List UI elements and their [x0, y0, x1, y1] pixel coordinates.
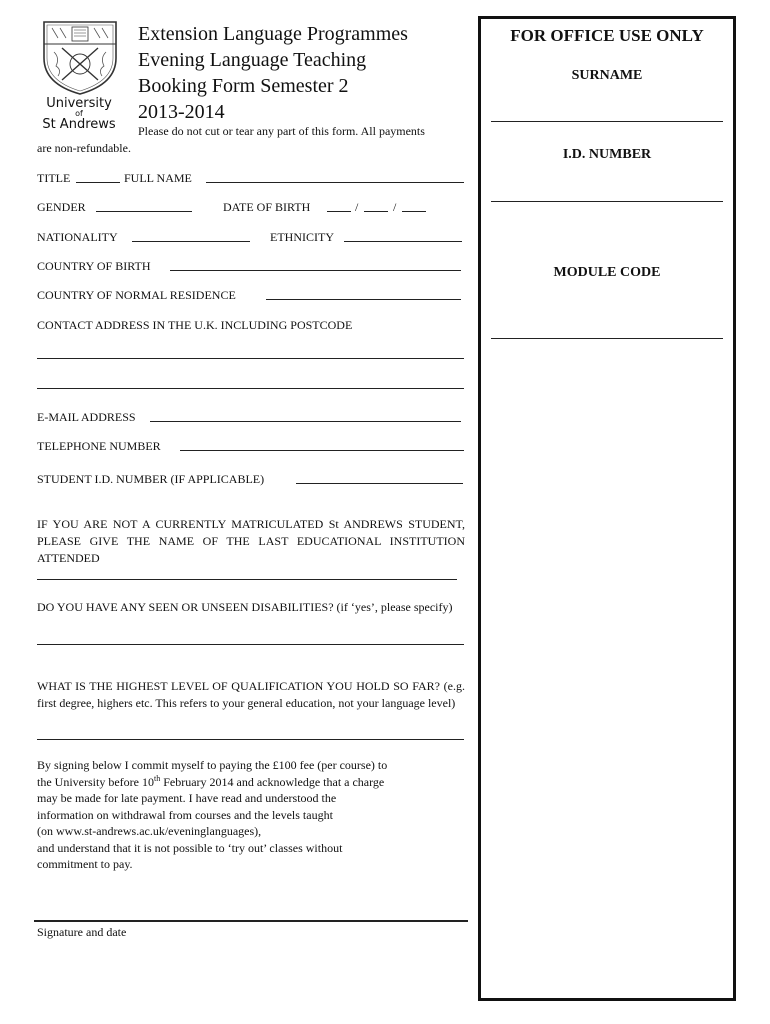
- country-of-residence-field[interactable]: [266, 299, 461, 300]
- title-line-1: Extension Language Programmes: [138, 23, 408, 45]
- country-of-residence-label: COUNTRY OF NORMAL RESIDENCE: [37, 288, 236, 302]
- student-id-field[interactable]: [296, 483, 463, 484]
- office-module-code-label: MODULE CODE: [553, 265, 661, 280]
- disabilities-field[interactable]: [37, 644, 464, 645]
- gender-field[interactable]: [96, 211, 192, 212]
- last-institution-field[interactable]: [37, 579, 457, 580]
- declaration-line-5: (on www.st-andrews.ac.uk/eveninglanguages),: [37, 824, 262, 838]
- dob-day-field[interactable]: [327, 211, 351, 212]
- gender-label: GENDER: [37, 200, 86, 214]
- student-id-label: STUDENT I.D. NUMBER (IF APPLICABLE): [37, 472, 265, 486]
- university-line1: University: [46, 96, 112, 111]
- form-title: [138, 21, 458, 125]
- qualification-question: WHAT IS THE HIGHEST LEVEL OF QUALIFICATION YOU HOLD SO FAR? (e.g. first degree, highers etc. This refers to your general education, not your language level): [37, 679, 465, 710]
- office-id-number-label: I.D. NUMBER: [562, 147, 652, 162]
- dob-year-field[interactable]: [402, 211, 426, 212]
- country-of-birth-field[interactable]: [170, 270, 461, 271]
- address-line-1[interactable]: [37, 358, 464, 359]
- full-name-field[interactable]: [206, 182, 464, 183]
- declaration-line-3: may be made for late payment. I have read and understood the: [37, 791, 337, 805]
- country-of-birth-label: COUNTRY OF BIRTH: [37, 259, 151, 273]
- contact-address-label: CONTACT ADDRESS IN THE U.K. INCLUDING POSTCODE: [37, 318, 353, 332]
- office-use-heading: FOR OFFICE USE ONLY: [510, 26, 704, 45]
- title-line-3: Booking Form Semester 2: [138, 75, 349, 97]
- nationality-label: NATIONALITY: [37, 230, 118, 244]
- declaration-line-1: By signing below I commit myself to paying the £100 fee (per course) to: [37, 758, 388, 772]
- ethnicity-field[interactable]: [344, 241, 462, 242]
- university-line2: St Andrews: [42, 117, 116, 132]
- telephone-label: TELEPHONE NUMBER: [37, 439, 161, 453]
- notice-text: Please do not cut or tear any part of this form. All payments are non-refundable.: [37, 124, 425, 155]
- university-crest-logo: [38, 18, 122, 96]
- dob-month-field[interactable]: [364, 211, 388, 212]
- signature-field[interactable]: [34, 920, 468, 922]
- title-field[interactable]: [76, 182, 120, 183]
- email-label: E-MAIL ADDRESS: [37, 410, 136, 424]
- declaration-line-4: information on withdrawal from courses and the levels taught: [37, 807, 333, 822]
- signature-label: Signature and date: [37, 925, 127, 939]
- declaration-line-2: the University before 10th February 2014 and acknowledge that a charge: [37, 773, 385, 789]
- declaration-text: [37, 757, 477, 873]
- dob-separator-2: /: [393, 200, 397, 214]
- address-line-2[interactable]: [37, 388, 464, 389]
- telephone-field[interactable]: [180, 450, 464, 451]
- disabilities-question: DO YOU HAVE ANY SEEN OR UNSEEN DISABILITIES? (if ‘yes’, please specify): [37, 600, 453, 614]
- university-of: of: [75, 109, 83, 118]
- title-line-4: 2013-2014: [138, 101, 225, 123]
- last-institution-question: IF YOU ARE NOT A CURRENTLY MATRICULATED St ANDREWS STUDENT, PLEASE GIVE THE NAME OF THE LAST EDUCATIONAL INSTITUTION ATTENDED: [37, 517, 465, 565]
- dob-separator-1: /: [355, 200, 359, 214]
- office-module-code-field[interactable]: [491, 338, 723, 339]
- date-of-birth-label: DATE OF BIRTH: [223, 200, 311, 214]
- office-surname-field[interactable]: [491, 121, 723, 122]
- office-surname-label: SURNAME: [571, 68, 643, 83]
- ethnicity-label: ETHNICITY: [270, 230, 334, 244]
- declaration-line-6: and understand that it is not possible to ‘try out’ classes without: [37, 840, 343, 855]
- nationality-field[interactable]: [132, 241, 250, 242]
- title-line-2: Evening Language Teaching: [138, 49, 367, 71]
- office-id-number-field[interactable]: [491, 201, 723, 202]
- email-field[interactable]: [150, 421, 461, 422]
- title-label: TITLE: [37, 171, 71, 185]
- office-use-box: [478, 16, 736, 1001]
- full-name-label: FULL NAME: [124, 171, 192, 185]
- declaration-line-7: commitment to pay.: [37, 857, 133, 871]
- qualification-field[interactable]: [37, 739, 464, 740]
